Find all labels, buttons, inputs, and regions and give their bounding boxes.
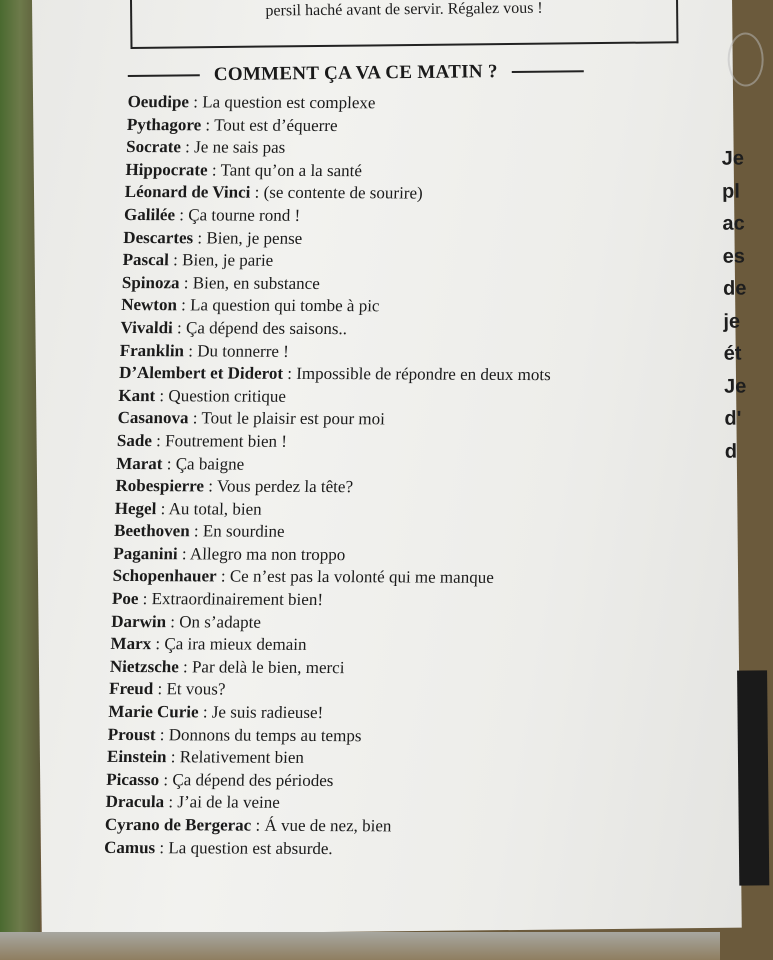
column-fragment: de — [722, 277, 747, 300]
entry-name: Pascal — [122, 250, 170, 270]
list-item: Marie Curie : Je suis radieuse! — [108, 701, 324, 723]
entry-answer: Allegro ma non troppo — [189, 544, 346, 565]
title-rule-left — [128, 74, 200, 77]
newspaper-page — [32, 0, 747, 935]
list-item: Marat : Ça baigne — [115, 453, 245, 474]
entry-answer: Impossible de répondre en deux mots — [296, 364, 552, 385]
list-item: Hippocrate : Tant qu’on a la santé — [125, 159, 363, 181]
entry-answer: Ça dépend des périodes — [172, 770, 334, 790]
list-item: Proust : Donnons du temps au temps — [107, 724, 362, 745]
article-header — [128, 57, 688, 89]
entry-answer: Á vue de nez, bien — [264, 815, 392, 836]
entry-name: Nietzsche — [109, 656, 180, 677]
entry-answer: Bien, en substance — [192, 273, 321, 293]
column-fragment: Je — [721, 147, 745, 170]
entry-name: Freud — [108, 679, 154, 699]
entry-answer: (se contente de sourire) — [263, 183, 424, 203]
list-item: Schopenhauer : Ce n’est pas la volonté qui me manque — [112, 566, 495, 588]
list-item: Spinoza : Bien, en substance — [121, 272, 321, 293]
column-fragment: d — [724, 440, 738, 463]
list-item: Descartes : Bien, je pense — [123, 227, 303, 248]
entry-answer: La question est complexe — [201, 92, 376, 113]
list-item: Galilée : Ça tourne rond ! — [123, 204, 301, 225]
entry-name: Galilée — [123, 204, 176, 225]
entry-name: Poe — [111, 588, 139, 609]
entry-name: Robespierre — [115, 476, 205, 496]
list-item: Marx : Ça ira mieux demain — [110, 634, 307, 655]
entry-name: Kant — [118, 385, 156, 405]
list-item: Pascal : Bien, je parie — [122, 250, 274, 270]
list-item: Picasso : Ça dépend des périodes — [106, 769, 334, 790]
entry-answer: Tant qu’on a la santé — [220, 160, 363, 181]
entry-name: Descartes — [123, 227, 194, 247]
list-item: Poe : Extraordinairement bien! — [111, 588, 324, 610]
recipe-box — [130, 0, 679, 49]
entry-answer: Ce n’est pas la volonté qui me manque — [229, 567, 495, 588]
column-fragment: je — [723, 310, 741, 333]
list-item: Pythagore : Tout est d’équerre — [126, 114, 338, 135]
list-item: Cyrano de Bergerac : Á vue de nez, bien — [104, 814, 392, 836]
column-fragment: ét — [723, 342, 742, 365]
adjacent-dark-image — [737, 670, 769, 885]
entry-answer: On s’adapte — [179, 611, 262, 632]
entry-name: Léonard de Vinci — [124, 182, 251, 203]
entry-answer: Vous perdez la tête? — [216, 476, 354, 497]
list-item: Einstein : Relativement bien — [106, 747, 305, 768]
list-item: Paganini : Allegro ma non troppo — [113, 543, 346, 565]
column-fragment: es — [722, 245, 746, 268]
recipe-line-2: persil haché avant de servir. Régalez vous ! — [265, 0, 543, 20]
entry-answer: Relativement bien — [179, 747, 305, 768]
list-item: Casanova : Tout le plaisir est pour moi — [117, 408, 386, 429]
entry-answer: Au total, bien — [168, 498, 263, 519]
column-fragment: Je — [723, 375, 747, 398]
article-title: COMMENT ÇA VA CE MATIN ? — [213, 61, 498, 86]
entry-name: Franklin — [119, 340, 185, 360]
corner-logo-icon — [727, 32, 764, 86]
list-item: Camus : La question est absurde. — [103, 837, 334, 858]
list-item: Beethoven : En sourdine — [113, 521, 285, 542]
entry-name: Beethoven — [113, 521, 190, 541]
list-item: Socrate : Je ne sais pas — [125, 137, 286, 158]
entry-name: Hippocrate — [125, 159, 208, 180]
entry-name: Einstein — [106, 747, 167, 767]
entry-answer: Et vous? — [166, 679, 226, 699]
entry-answer: En sourdine — [202, 521, 285, 542]
entry-answer: Bien, je parie — [181, 250, 274, 270]
entry-name: Darwin — [111, 611, 167, 631]
entry-answer: Je suis radieuse! — [211, 702, 324, 723]
entry-answer: Foutrement bien ! — [164, 431, 288, 451]
table-surface — [0, 932, 720, 960]
entry-name: Paganini — [113, 543, 178, 564]
entry-answer: Question critique — [168, 385, 287, 406]
entry-name: Vivaldi — [120, 317, 174, 338]
list-item: Darwin : On s’adapte — [111, 611, 262, 632]
list-item: Kant : Question critique — [118, 385, 287, 406]
entry-name: Sade — [116, 430, 153, 451]
list-item: Vivaldi : Ça dépend des saisons.. — [120, 317, 348, 339]
adjacent-column — [722, 142, 765, 467]
entry-answer: Ça ira mieux demain — [164, 634, 307, 655]
entry-answer: J’ai de la veine — [177, 792, 281, 813]
list-item: Sade : Foutrement bien ! — [116, 430, 288, 451]
column-fragment: pl — [721, 180, 740, 203]
entry-name: Hegel — [114, 498, 157, 518]
entry-answer: Tout est d’équerre — [213, 115, 338, 135]
list-item: Oeudipe : La question est complexe — [127, 91, 376, 113]
entry-name: Socrate — [125, 137, 182, 157]
entry-name: Marx — [110, 634, 152, 654]
entry-name: D’Alembert et Diderot — [118, 363, 284, 383]
list-item: Nietzsche : Par delà le bien, merci — [109, 656, 345, 677]
entry-name: Camus — [103, 837, 156, 857]
entry-answer: Tout le plaisir est pour moi — [201, 408, 386, 429]
entry-name: Dracula — [105, 792, 165, 812]
entry-answer: Par delà le bien, merci — [191, 657, 345, 677]
entry-answer: La question est absurde. — [168, 837, 334, 858]
entry-answer: Extraordinairement bien! — [151, 589, 324, 610]
entry-answer: La question qui tombe à pic — [189, 295, 380, 316]
list-item: D’Alembert et Diderot : Impossible de répondre en deux mots — [118, 363, 552, 385]
entry-name: Casanova — [117, 408, 189, 428]
list-item: Freud : Et vous? — [108, 679, 226, 699]
list-item: Robespierre : Vous perdez la tête? — [115, 476, 354, 497]
entry-answer: Donnons du temps au temps — [168, 724, 362, 745]
entry-name: Schopenhauer — [112, 566, 217, 586]
entry-name: Oeudipe — [127, 91, 190, 112]
list-item: Dracula : J’ai de la veine — [105, 792, 281, 813]
list-item: Franklin : Du tonnerre ! — [119, 340, 290, 361]
entry-name: Spinoza — [121, 272, 180, 293]
entry-answer: Du tonnerre ! — [197, 340, 290, 361]
column-fragment: d' — [724, 407, 742, 430]
list-item: Léonard de Vinci : (se contente de sourire) — [124, 182, 424, 203]
column-fragment: ac — [722, 212, 745, 235]
entry-name: Marat — [115, 453, 163, 473]
entry-answer: Bien, je pense — [206, 227, 303, 248]
entry-answer: Ça dépend des saisons.. — [185, 318, 348, 339]
title-rule-right — [512, 70, 584, 73]
entry-answer: Ça baigne — [175, 453, 245, 474]
list-item: Newton : La question qui tombe à pic — [120, 295, 380, 316]
entry-name: Proust — [107, 724, 156, 744]
entry-name: Cyrano de Bergerac — [104, 814, 252, 835]
list-item: Hegel : Au total, bien — [114, 498, 263, 519]
entry-name: Picasso — [106, 769, 160, 789]
entry-name: Pythagore — [126, 114, 202, 134]
entry-name: Marie Curie — [108, 701, 199, 722]
entry-answer: Je ne sais pas — [193, 137, 286, 158]
entry-answer: Ça tourne rond ! — [187, 205, 301, 225]
entry-name: Newton — [120, 295, 178, 315]
entry-list — [104, 91, 688, 862]
